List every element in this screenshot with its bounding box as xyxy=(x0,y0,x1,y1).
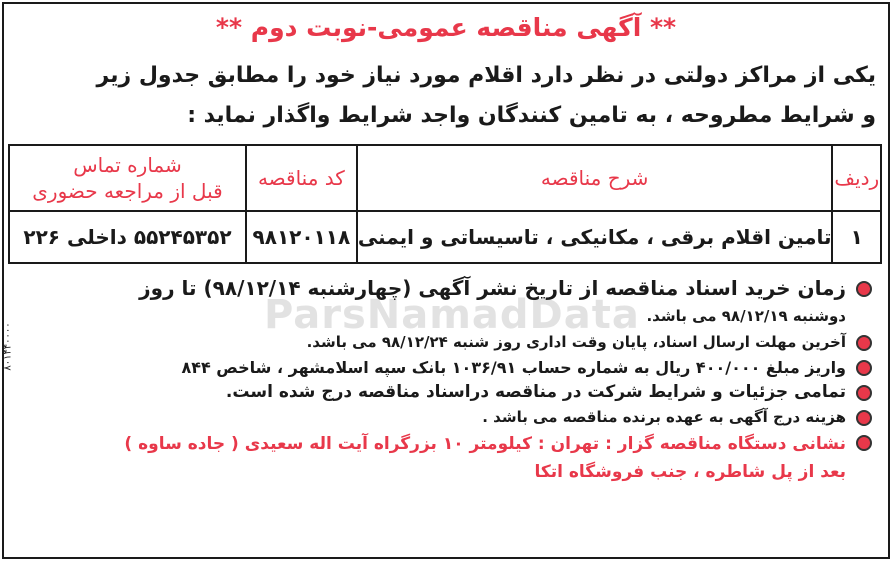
intro-line-1: یکی از مراکز دولتی در نظر دارد اقلام مورد نیاز خود را مطابق جدول زیر xyxy=(96,63,876,88)
purchase-period-line-1: زمان خرید اسناد مناقصه از تاریخ نشر آگهی (چهارشنبه ۹۸/۱۲/۱۴) تا روز xyxy=(139,276,846,300)
header-row-number: ردیف xyxy=(832,145,881,211)
list-item xyxy=(24,380,874,405)
table-header-row xyxy=(9,145,881,211)
bullet-dot-icon xyxy=(856,410,872,426)
list-item xyxy=(24,274,874,330)
bullet-dot-icon xyxy=(856,360,872,376)
header-contact xyxy=(9,145,246,211)
side-code xyxy=(1,304,15,388)
list-item xyxy=(24,405,874,430)
header-tender-code: کد مناقصه xyxy=(246,145,357,211)
bullet-dot-icon xyxy=(856,281,872,297)
purchase-period-line-2: دوشنبه ۹۸/۱۲/۱۹ می باشد. xyxy=(646,307,846,325)
header-description: شرح مناقصه xyxy=(357,145,833,211)
side-code-text: ۸۰۱۴۴۰۰۰۰ xyxy=(2,321,14,371)
notice-title: ** آگهی مناقصه عمومی-نوبت دوم ** xyxy=(215,13,677,42)
list-item xyxy=(24,355,874,380)
tender-table xyxy=(8,144,882,264)
list-item xyxy=(24,330,874,355)
notice-intro xyxy=(16,56,876,136)
payment-details: واریز مبلغ ۴۰۰/۰۰۰ ریال به شماره حساب ۱۰۳۶/۹۱ بانک سپه اسلامشهر ، شاخص ۸۴۴ xyxy=(181,358,846,377)
tender-notice xyxy=(2,2,890,559)
list-item xyxy=(24,430,874,486)
table-row xyxy=(9,211,881,263)
bullet-dot-icon xyxy=(856,335,872,351)
watermark: ParsNamadData xyxy=(264,292,640,338)
cell-contact: ۵۵۲۴۵۳۵۲ داخلی ۲۲۶ xyxy=(9,211,246,263)
conditions-list xyxy=(24,274,874,486)
bullet-dot-icon xyxy=(856,435,872,451)
submission-deadline: آخرین مهلت ارسال اسناد، پایان وقت اداری روز شنبه ۹۸/۱۲/۲۴ می باشد. xyxy=(306,333,846,351)
cell-tender-code: ۹۸۱۲۰۱۱۸ xyxy=(246,211,357,263)
ad-cost-note: هزینه درج آگهی به عهده برنده مناقصه می باشد . xyxy=(482,408,846,426)
details-note: تمامی جزئیات و شرایط شرکت در مناقصه دراسناد مناقصه درج شده است. xyxy=(225,382,846,402)
intro-line-2: و شرایط مطروحه ، به تامین کنندگان واجد شرایط واگذار نماید : xyxy=(187,103,876,128)
header-contact-line-2: قبل از مراجعه حضوری xyxy=(32,179,223,203)
bullet-dot-icon xyxy=(856,385,872,401)
cell-description: تامین اقلام برقی ، مکانیکی ، تاسیساتی و ایمنی xyxy=(357,211,833,263)
address-line-1: نشانی دستگاه مناقصه گزار : تهران : کیلومتر ۱۰ بزرگراه آیت اله سعیدی ( جاده ساوه ) xyxy=(124,434,846,454)
header-contact-line-1: شماره تماس xyxy=(73,153,182,177)
address-line-2: بعد از پل شاطره ، جنب فروشگاه اتکا xyxy=(534,462,846,482)
cell-row-number: ۱ xyxy=(832,211,881,263)
